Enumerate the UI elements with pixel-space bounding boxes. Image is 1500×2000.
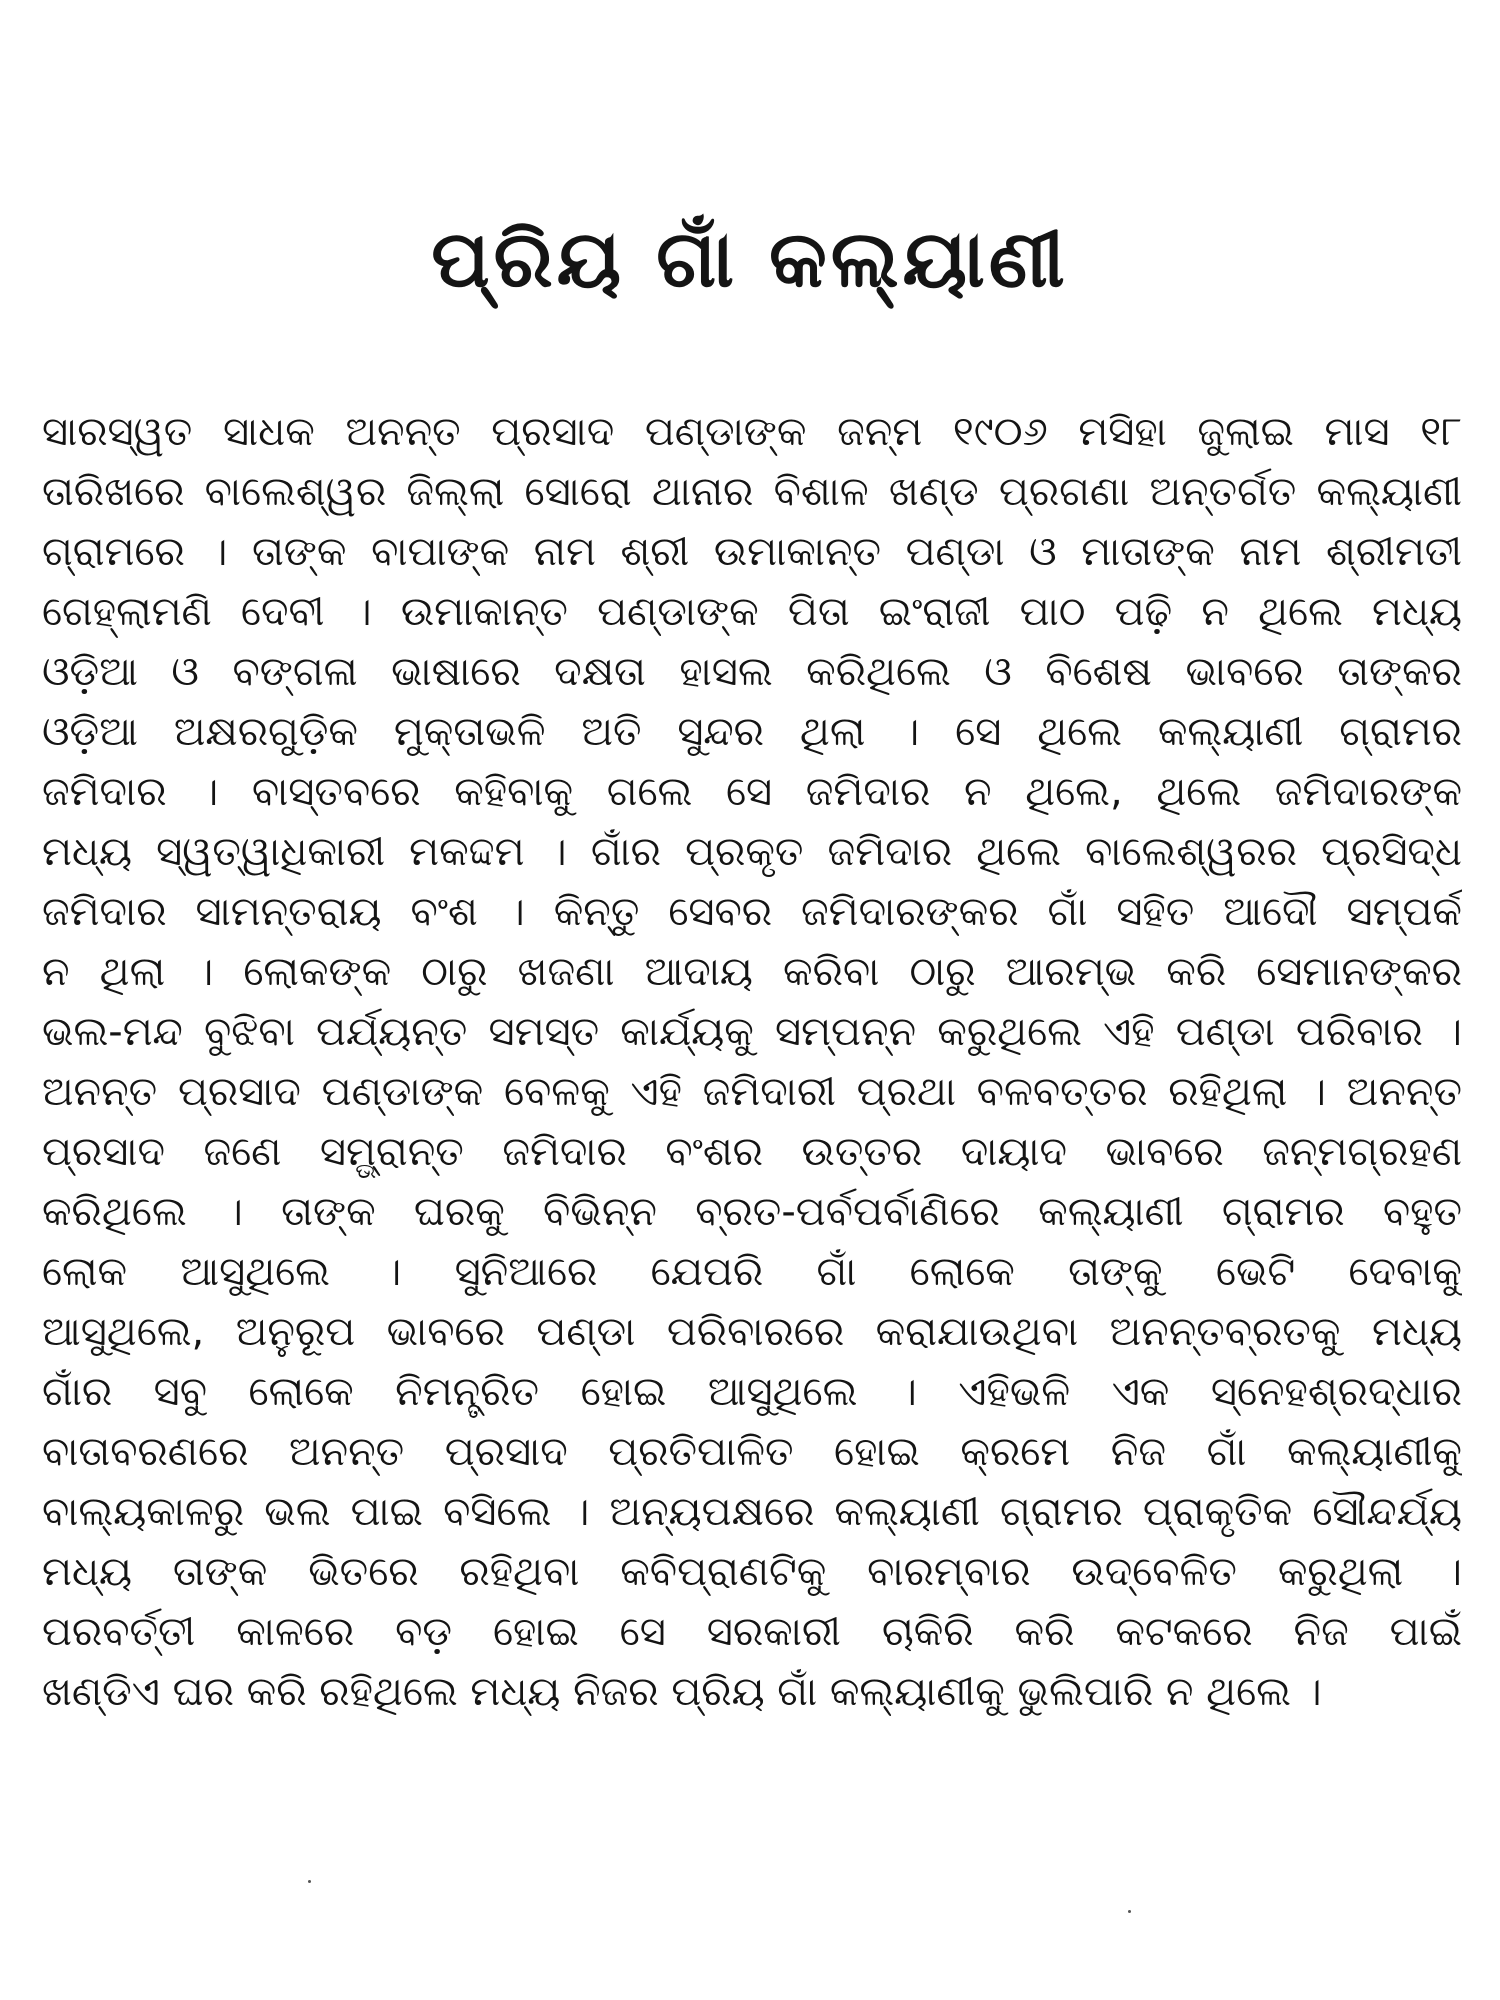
text-line: ମଧ୍ୟ ତାଙ୍କ ଭିତରେ ରହିଥିବା କବିପ୍ରାଣଟିକୁ ବାରମ୍ବାର ଉଦ୍‌ବେଳିତ କରୁଥିଲା । bbox=[42, 1549, 1462, 1595]
text-line: ବାତାବରଣରେ ଅନନ୍ତ ପ୍ରସାଦ ପ୍ରତିପାଳିତ ହୋଇ କ୍ରମେ ନିଜ ଗାଁ କଲ୍ୟାଣୀକୁ bbox=[42, 1429, 1462, 1475]
text-line: ପରବର୍ତ୍ତୀ କାଳରେ ବଡ଼ ହୋଇ ସେ ସରକାରୀ ଚାକିରି କରି କଟକରେ ନିଜ ପାଇଁ bbox=[42, 1609, 1462, 1655]
body-text bbox=[42, 402, 1462, 1722]
text-line: ଗେହ୍ଲାମଣି ଦେବୀ । ଉମାକାନ୍ତ ପଣ୍ଡାଙ୍କ ପିତା ଇଂରାଜୀ ପାଠ ପଢ଼ି ନ ଥିଲେ ମଧ୍ୟ bbox=[42, 589, 1462, 635]
text-line: ଗ୍ରାମରେ । ତାଙ୍କ ବାପାଙ୍କ ନାମ ଶ୍ରୀ ଉମାକାନ୍ତ ପଣ୍ଡା ଓ ମାତାଙ୍କ ନାମ ଶ୍ରୀମତୀ bbox=[42, 529, 1462, 575]
text-line: ପ୍ରସାଦ ଜଣେ ସମ୍ଭ୍ରାନ୍ତ ଜମିଦାର ବଂଶର ଉତ୍ତର ଦାୟାଦ ଭାବରେ ଜନ୍ମଗ୍ରହଣ bbox=[42, 1129, 1462, 1175]
text-line: ଜମିଦାର । ବାସ୍ତବରେ କହିବାକୁ ଗଲେ ସେ ଜମିଦାର ନ ଥିଲେ, ଥିଲେ ଜମିଦାରଙ୍କ bbox=[42, 769, 1462, 815]
text-line: ଆସୁଥିଲେ, ଅନୁରୂପ ଭାବରେ ପଣ୍ଡା ପରିବାରରେ କରାଯାଉଥିବା ଅନନ୍ତବ୍ରତକୁ ମଧ୍ୟ bbox=[42, 1309, 1462, 1355]
scan-speck bbox=[1128, 1910, 1131, 1913]
text-line: ମଧ୍ୟ ସ୍ୱତ୍ୱାଧିକାରୀ ମକଦ୍ଦମ । ଗାଁର ପ୍ରକୃତ ଜମିଦାର ଥିଲେ ବାଲେଶ୍ୱରର ପ୍ରସିଦ୍ଧ bbox=[42, 829, 1462, 875]
page-title: ପ୍ରିୟ ଗାଁ କଲ୍ୟାଣୀ bbox=[431, 215, 1069, 305]
text-line: ଭଲ-ମନ୍ଦ ବୁଝିବା ପର୍ଯ୍ୟନ୍ତ ସମସ୍ତ କାର୍ଯ୍ୟକୁ ସମ୍ପନ୍ନ କରୁଥିଲେ ଏହି ପଣ୍ଡା ପରିବାର । bbox=[42, 1009, 1462, 1055]
text-line: ଲୋକ ଆସୁଥିଲେ । ସୁନିଆରେ ଯେପରି ଗାଁ ଲୋକେ ତାଙ୍କୁ ଭେଟି ଦେବାକୁ bbox=[42, 1249, 1462, 1295]
text-line: ସାରସ୍ୱତ ସାଧକ ଅନନ୍ତ ପ୍ରସାଦ ପଣ୍ଡାଙ୍କ ଜନ୍ମ ୧୯୦୬ ମସିହା ଜୁଲାଇ ମାସ ୧୮ bbox=[42, 409, 1462, 455]
text-line: ନ ଥିଲା । ଲୋକଙ୍କ ଠାରୁ ଖଜଣା ଆଦାୟ କରିବା ଠାରୁ ଆରମ୍ଭ କରି ସେମାନଙ୍କର bbox=[42, 949, 1462, 995]
text-line: ବାଲ୍ୟକାଳରୁ ଭଲ ପାଇ ବସିଲେ । ଅନ୍ୟପକ୍ଷରେ କଲ୍ୟାଣୀ ଗ୍ରାମର ପ୍ରାକୃତିକ ସୌନ୍ଦର୍ଯ୍ୟ bbox=[42, 1489, 1462, 1535]
text-line: ଓଡ଼ିଆ ଓ ବଙ୍ଗଳା ଭାଷାରେ ଦକ୍ଷତା ହାସଲ କରିଥିଲେ ଓ ବିଶେଷ ଭାବରେ ତାଙ୍କର bbox=[42, 649, 1462, 695]
text-line: କରିଥିଲେ । ତାଙ୍କ ଘରକୁ ବିଭିନ୍ନ ବ୍ରତ-ପର୍ବପର୍ବାଣିରେ କଲ୍ୟାଣୀ ଗ୍ରାମର ବହୁତ bbox=[42, 1189, 1462, 1235]
scan-speck bbox=[308, 1880, 311, 1883]
text-line: ଓଡ଼ିଆ ଅକ୍ଷରଗୁଡ଼ିକ ମୁକ୍ତାଭଳି ଅତି ସୁନ୍ଦର ଥିଲା । ସେ ଥିଲେ କଲ୍ୟାଣୀ ଗ୍ରାମର bbox=[42, 709, 1462, 755]
text-line: ଗାଁର ସବୁ ଲୋକେ ନିମନ୍ତ୍ରିତ ହୋଇ ଆସୁଥିଲେ । ଏହିଭଳି ଏକ ସ୍ନେହଶ୍ରଦ୍ଧାର bbox=[42, 1369, 1462, 1415]
text-line: ଅନନ୍ତ ପ୍ରସାଦ ପଣ୍ଡାଙ୍କ ବେଳକୁ ଏହି ଜମିଦାରୀ ପ୍ରଥା ବଳବତ୍ତର ରହିଥିଲା । ଅନନ୍ତ bbox=[42, 1069, 1462, 1115]
text-line: ତାରିଖରେ ବାଲେଶ୍ୱର ଜିଲ୍ଲା ସୋରୋ ଥାନାର ବିଶାଳ ଖଣ୍ଡ ପ୍ରଗଣା ଅନ୍ତର୍ଗତ କଲ୍ୟାଣୀ bbox=[42, 469, 1462, 515]
text-line: ଖଣ୍ଡିଏ ଘର କରି ରହିଥିଲେ ମଧ୍ୟ ନିଜର ପ୍ରିୟ ଗାଁ କଲ୍ୟାଣୀକୁ ଭୁଲିପାରି ନ ଥିଲେ । bbox=[42, 1669, 1322, 1715]
text-line: ଜମିଦାର ସାମନ୍ତରାୟ ବଂଶ । କିନ୍ତୁ ସେବର ଜମିଦାରଙ୍କର ଗାଁ ସହିତ ଆଦୌ ସମ୍ପର୍କ bbox=[42, 889, 1462, 935]
